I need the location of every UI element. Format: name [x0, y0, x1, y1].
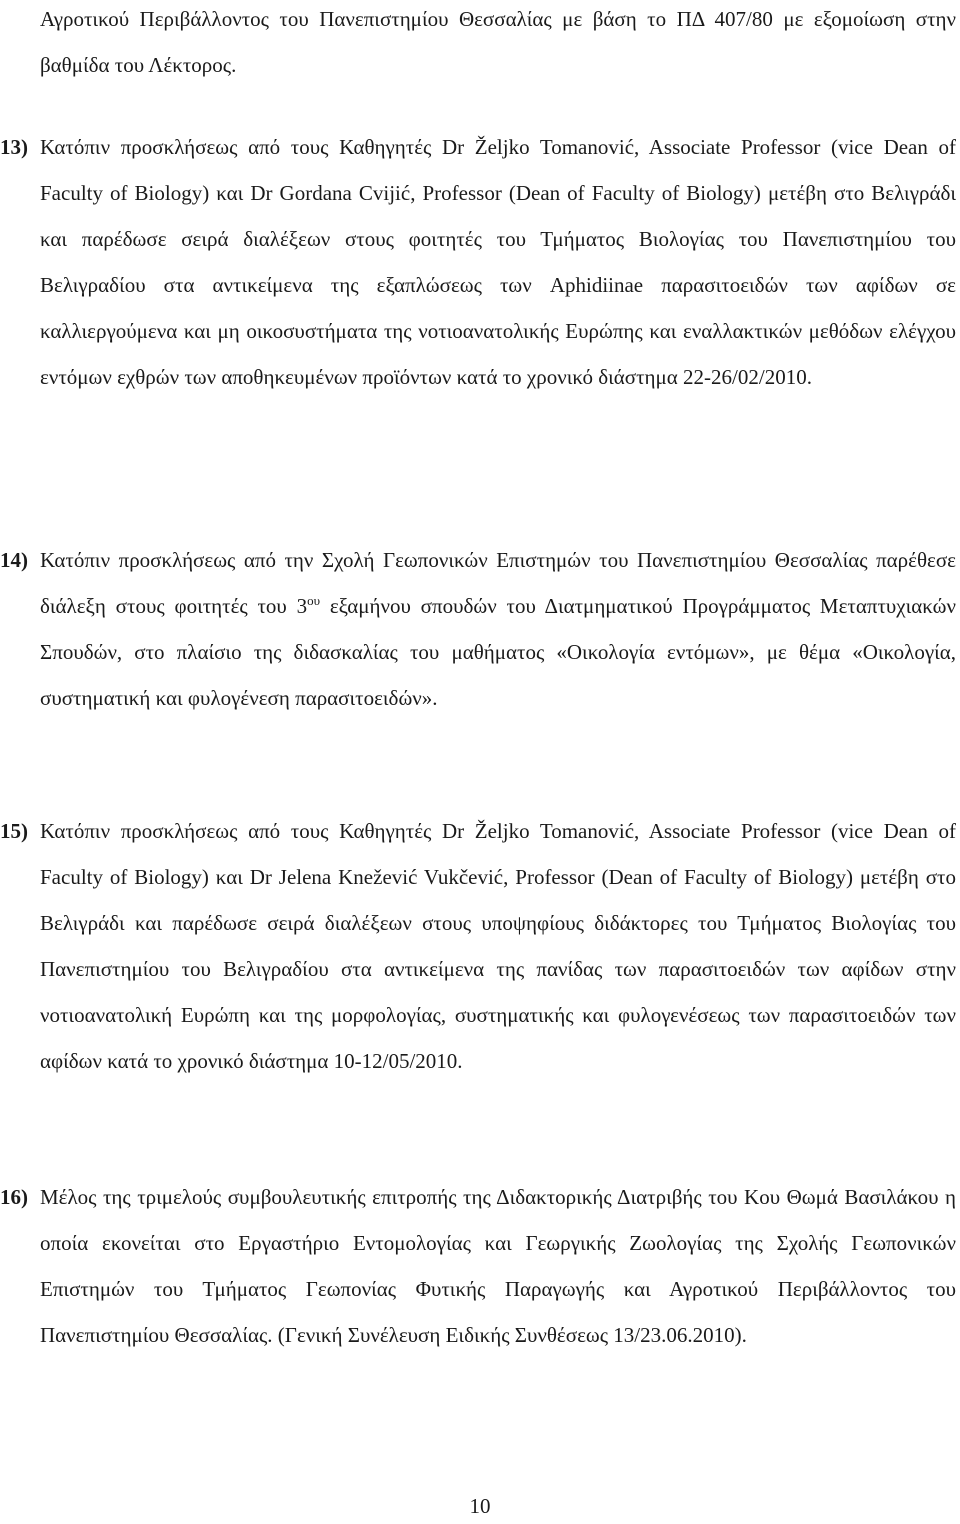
- item-text: Κατόπιν προσκλήσεως από τους Καθηγητές Dr Željko Tomanović, Associate Professor (vice Dean of Faculty of Biology) και Dr Gordana Cvijić, Professor (Dean of Faculty of Biology) μετέβη στο Βελιγράδι και παρέδωσε σειρά διαλέξεων στους φοιτητές του Τμήματος Βιολογίας του Πανεπιστημίου του Βελιγραδίου στα αντικείμενα της εξαπλώσεως των Aphidiinae παρασιτοειδών των αφίδων σε καλλιεργούμενα και μη οικοσυστήματα της νοτιοανατολικής Ευρώπης και εναλλακτικών μεθόδων ελέγχου εντόμων εχθρών των αποθηκευμένων προϊόντων κατά το χρονικό διάστημα 22-26/02/2010.: [40, 135, 956, 389]
- item-text: [40, 537, 956, 721]
- item-number: 15): [0, 819, 28, 843]
- list-item-14: [0, 537, 956, 721]
- item-number: 13): [0, 135, 28, 159]
- item-text: Μέλος της τριμελούς συμβουλευτικής επιτροπής της Διδακτορικής Διατριβής του Κου Θωμά Βασιλάκου η οποία εκονείται στο Εργαστήριο Εντομολογίας και Γεωργικής Ζωολογίας της Σχολής Γεωπονικών Επιστημών του Τμήματος Γεωπονίας Φυτικής Παραγωγής και Αγροτικού Περιβάλλοντος του Πανεπιστημίου Θεσσαλίας. (Γενική Συνέλευση Ειδικής Συνθέσεως 13/23.06.2010).: [40, 1185, 956, 1347]
- continuation-paragraph: Αγροτικού Περιβάλλοντος του Πανεπιστημίου Θεσσαλίας με βάση το ΠΔ 407/80 με εξομοίωση στην βαθμίδα του Λέκτορος.: [40, 7, 956, 77]
- list-item-15: [0, 808, 956, 1084]
- item-number: 16): [0, 1185, 28, 1209]
- item-text-part-2: εξαμήνου σπουδών του Διατμηματικού Προγράμματος Μεταπτυχιακών Σπουδών, στο πλαίσιο της διδασκαλίας του μαθήματος «Οικολογία εντόμων», με θέμα «Οικολογία, συστηματική και φυλογένεση παρασιτοειδών».: [40, 594, 956, 710]
- list-item-13: [0, 124, 956, 400]
- list-item-16: [0, 1174, 956, 1358]
- page-number: 10: [469, 1494, 491, 1518]
- ordinal-superscript: ου: [307, 593, 321, 608]
- item-text: Κατόπιν προσκλήσεως από τους Καθηγητές Dr Željko Tomanović, Associate Professor (vice Dean of Faculty of Biology) και Dr Jelena Knežević Vukčević, Professor (Dean of Faculty of Biology) μετέβη στο Βελιγράδι και παρέδωσε σειρά διαλέξεων στους υποψηφίους διδάκτορες του Τμήματος Βιολογίας του Πανεπιστημίου του Βελιγραδίου στα αντικείμενα της πανίδας των παρασιτοειδών των αφίδων στην νοτιοανατολική Ευρώπη και της μορφολογίας, συστηματικής και φυλογενέσεως των παρασιτοειδών των αφίδων κατά το χρονικό διάστημα 10-12/05/2010.: [40, 819, 956, 1073]
- item-text-part-1: Κατόπιν προσκλήσεως από την Σχολή Γεωπονικών Επιστημών του Πανεπιστημίου Θεσσαλίας παρέθεσε διάλεξη στους φοιτητές του 3: [40, 548, 956, 618]
- item-number: 14): [0, 548, 28, 572]
